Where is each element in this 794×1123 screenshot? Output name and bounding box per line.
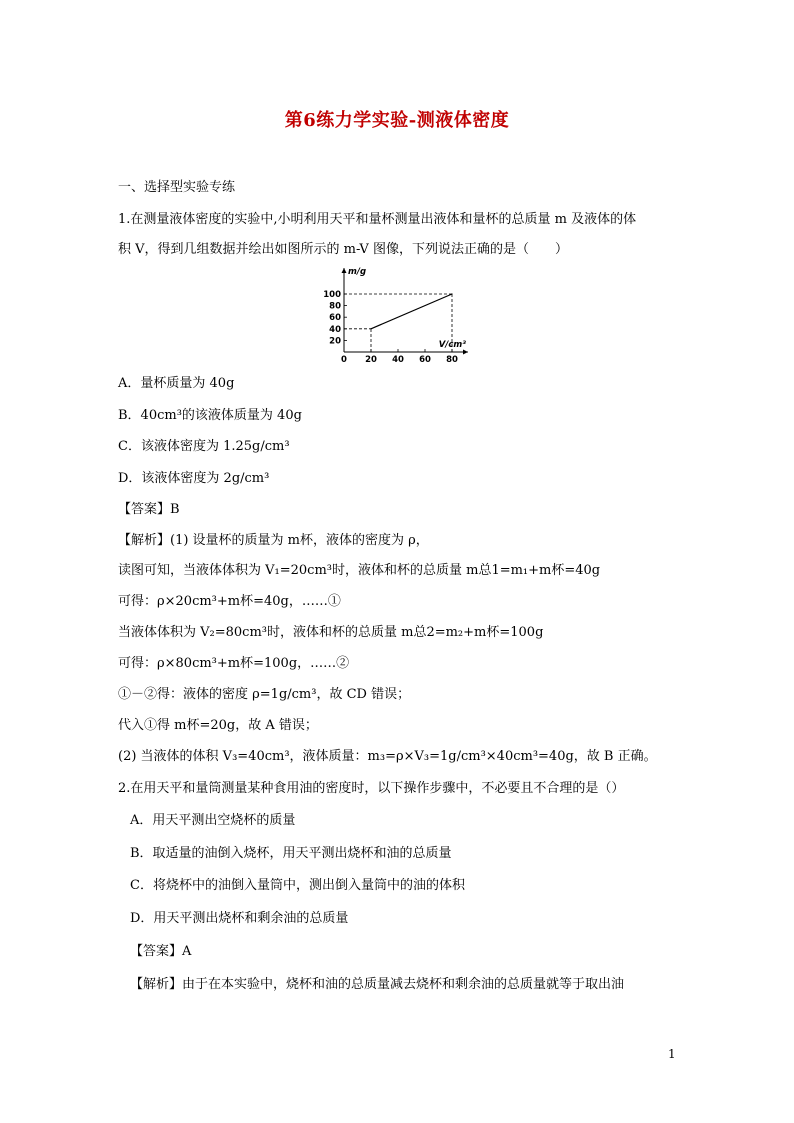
section-heading: 一、选择型实验专练 bbox=[118, 180, 236, 195]
q1-analysis-line: ①－②得：液体的密度 ρ=1g/cm³，故 CD 错误； bbox=[118, 687, 411, 702]
data-line bbox=[371, 294, 452, 329]
q1-option-c: C．该液体密度为 1.25g/cm³ bbox=[118, 439, 290, 454]
q1-option-b: B．40cm³的该液体质量为 40g bbox=[118, 408, 302, 423]
q1-analysis-line: 代入①得 m杯=20g，故 A 错误； bbox=[118, 718, 318, 733]
q1-analysis-line: 可得：ρ×20cm³+m杯=40g，……① bbox=[118, 594, 341, 609]
q1-analysis-line: 可得：ρ×80cm³+m杯=100g，……② bbox=[118, 656, 350, 671]
y-axis-label: m/g bbox=[348, 267, 367, 277]
y-tick-label: 80 bbox=[329, 301, 341, 312]
q1-stem-line2: 积 V，得到几组数据并绘出如图所示的 m-V 图像，下列说法正确的是（ ） bbox=[118, 242, 568, 257]
y-tick-label: 100 bbox=[323, 290, 341, 300]
q2-answer: 【答案】A bbox=[130, 944, 192, 959]
q1-analysis-line: (2) 当液体的体积 V₃=40cm³，液体质量：m₃=ρ×V₃=1g/cm³×40cm³=40g，故 B 正确。 bbox=[118, 749, 657, 764]
x-axis-label: V/cm³ bbox=[438, 340, 466, 350]
x-tick-label: 0 bbox=[341, 355, 347, 365]
q2-option-d: D．用天平测出烧杯和剩余油的总质量 bbox=[130, 911, 349, 926]
x-tick-label: 60 bbox=[419, 355, 431, 365]
q1-option-d: D．该液体密度为 2g/cm³ bbox=[118, 471, 270, 486]
q1-analysis-line: 读图可知，当液体体积为 V₁=20cm³时，液体和杯的总质量 m总1=m₁+m杯=40g bbox=[118, 563, 601, 578]
q2-option-a: A．用天平测出空烧杯的质量 bbox=[130, 813, 296, 828]
x-tick-label: 80 bbox=[446, 355, 458, 365]
q2-option-c: C．将烧杯中的油倒入量筒中，测出倒入量筒中的油的体积 bbox=[130, 878, 465, 893]
q2-analysis: 【解析】由于在本实验中，烧杯和油的总质量减去烧杯和剩余油的总质量就等于取出油 bbox=[130, 977, 625, 992]
mv-chart bbox=[318, 262, 478, 366]
q2-stem: 2.在用天平和量筒测量某种食用油的密度时，以下操作步骤中，不必要且不合理的是（） bbox=[118, 781, 625, 796]
q1-analysis-line: 【解析】(1) 设量杯的质量为 m杯，液体的密度为 ρ， bbox=[118, 533, 429, 548]
data-point bbox=[451, 293, 452, 294]
q1-stem-line1: 1.在测量液体密度的实验中,小明利用天平和量杯测量出液体和量杯的总质量 m 及液体的体 bbox=[118, 212, 637, 227]
q1-analysis-line: 当液体体积为 V₂=80cm³时，液体和杯的总质量 m总2=m₂+m杯=100g bbox=[118, 625, 544, 640]
y-axis-arrow bbox=[342, 268, 347, 273]
page-number: 1 bbox=[668, 1047, 676, 1061]
y-tick-label: 20 bbox=[329, 336, 341, 347]
data-point bbox=[370, 328, 371, 329]
q1-option-a: A．量杯质量为 40g bbox=[118, 376, 235, 391]
y-tick-label: 40 bbox=[329, 324, 341, 335]
y-tick-label: 60 bbox=[329, 313, 341, 324]
x-tick-label: 40 bbox=[392, 355, 404, 365]
x-axis-arrow bbox=[463, 350, 468, 355]
q2-option-b: B．取适量的油倒入烧杯，用天平测出烧杯和油的总质量 bbox=[130, 846, 452, 861]
q1-answer: 【答案】B bbox=[118, 502, 180, 517]
page-title: 第6练力学实验-测液体密度 bbox=[284, 110, 510, 131]
x-tick-label: 20 bbox=[365, 355, 377, 365]
